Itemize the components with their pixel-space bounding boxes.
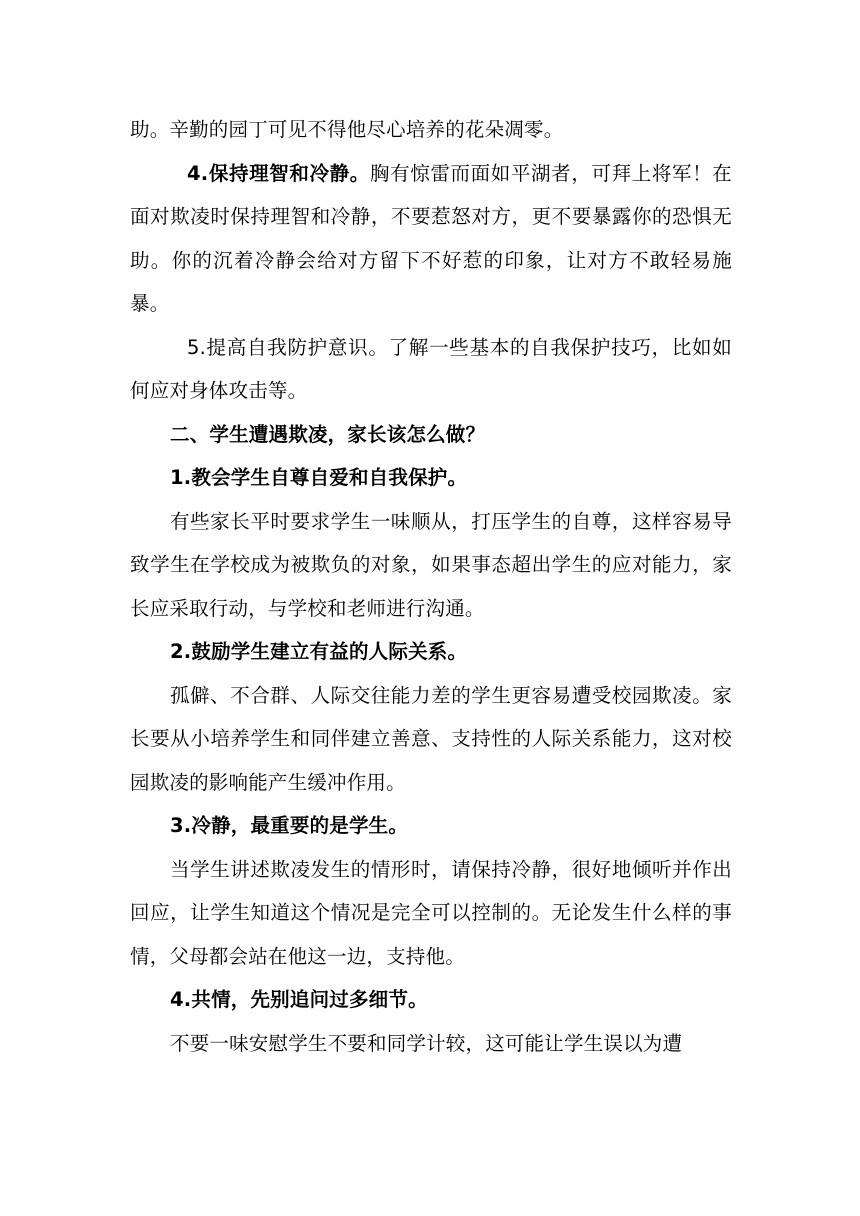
paragraph-relationships: 孤僻、不合群、人际交往能力差的学生更容易遭受校园欺凌。家长要从小培养学生和同伴建立善意、支持性的人际关系能力，这对校园欺凌的影响能产生缓冲作用。 xyxy=(130,683,732,794)
paragraph-self-protection: 5.提高自我防护意识。了解一些基本的自我保护技巧，比如如何应对身体攻击等。 xyxy=(130,335,732,402)
paragraph-self-respect: 有些家长平时要求学生一味顺从，打压学生的自尊，这样容易导致学生在学校成为被欺负的对象，如果事态超出学生的应对能力，家长应采取行动，与学校和老师进行沟通。 xyxy=(130,509,732,620)
paragraph-empathy: 不要一味安慰学生不要和同学计较，这可能让学生误以为遭 xyxy=(170,1031,683,1055)
subheading-self-respect: 1.教会学生自尊自爱和自我保护。 xyxy=(170,466,468,489)
paragraph-calm: 当学生讲述欺凌发生的情形时，请保持冷静，很好地倾听并作出回应，让学生知道这个情况是完全可以控制的。无论发生什么样的事情，父母都会站在他这一边，支持他。 xyxy=(130,857,732,968)
subheading-empathy: 4.共情，先别追问过多细节。 xyxy=(170,988,428,1011)
paragraph-keep-calm xyxy=(130,152,732,326)
subheading-calm: 3.冷静，最重要的是学生。 xyxy=(170,814,409,837)
section-heading-parents: 二、学生遭遇欺凌，家长该怎么做？ xyxy=(170,422,486,446)
subheading-relationships: 2.鼓励学生建立有益的人际关系。 xyxy=(170,640,468,663)
paragraph-keep-calm-body: 胸有惊雷而面如平湖者，可拜上将军！在面对欺凌时保持理智和冷静，不要惹怒对方，更不要暴露你的恐惧无助。你的沉着冷静会给对方留下不好惹的印象，让对方不敢轻易施暴。 xyxy=(130,161,732,315)
paragraph-keep-calm-heading: 4.保持理智和冷静。 xyxy=(187,161,370,185)
document-page xyxy=(130,108,732,1065)
paragraph-continuation: 助。辛勤的园丁可见不得他尽心培养的花朵凋零。 xyxy=(130,118,564,141)
